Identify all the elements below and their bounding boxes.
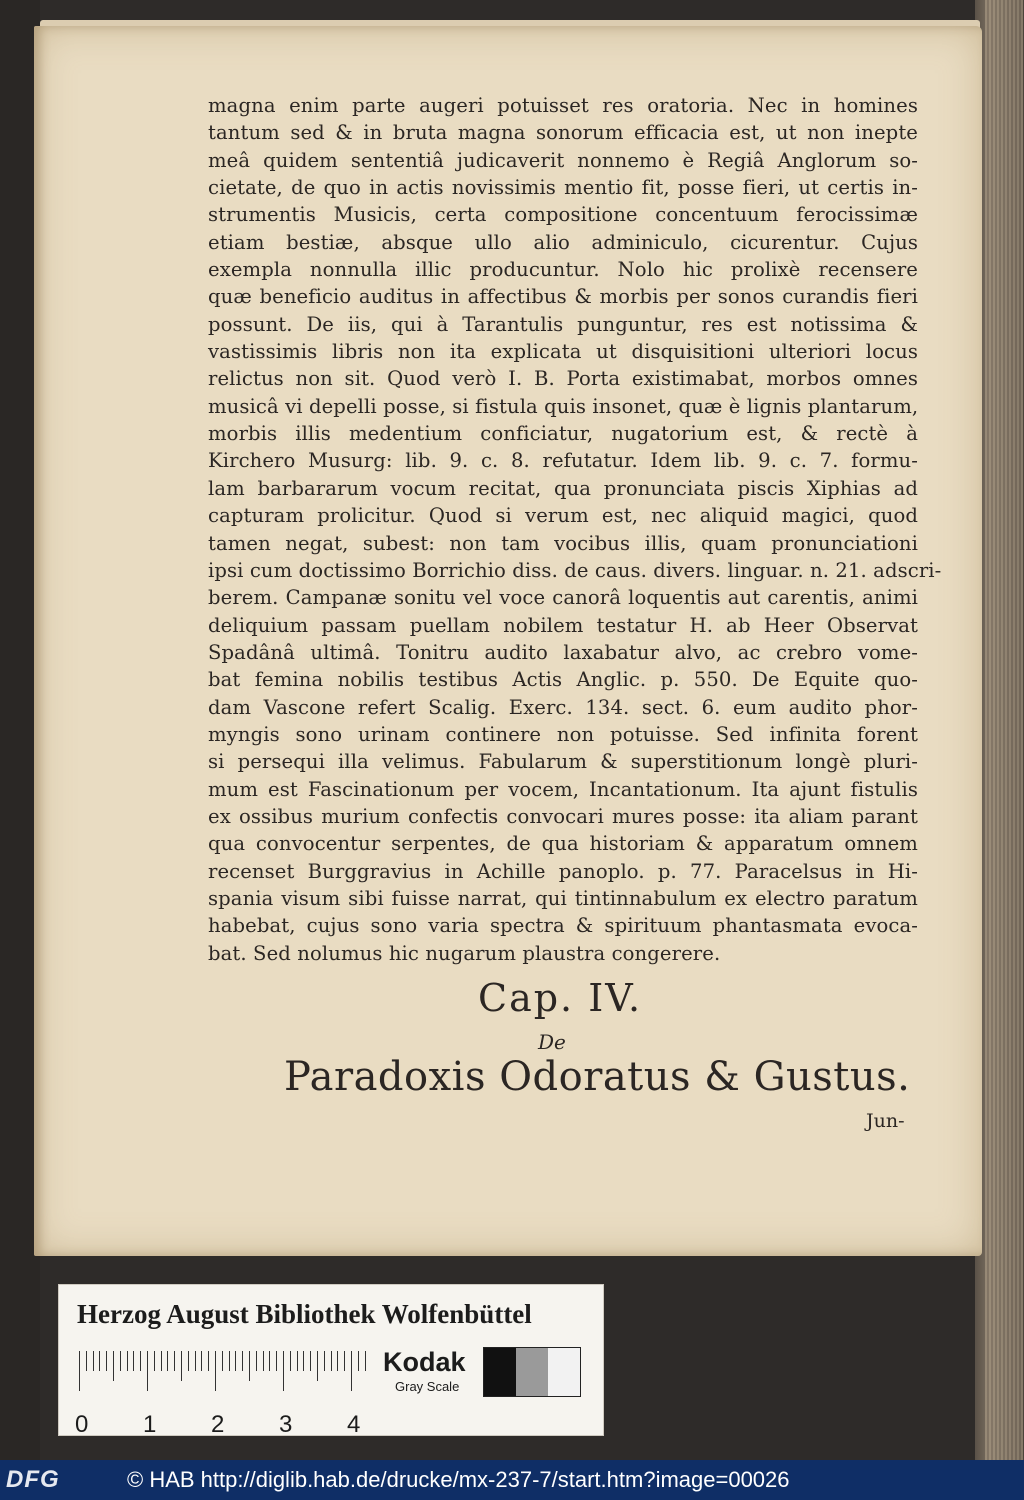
chapter-de: De <box>538 1030 566 1054</box>
ruler-tick <box>358 1351 359 1371</box>
text-line: deliquium passam puellam nobilem testatur H. ab Heer Observat <box>208 613 918 637</box>
measurement-ruler <box>75 1351 369 1438</box>
text-line: bat femina nobilis testibus Actis Anglic. p. 550. De Equite quo- <box>208 668 918 692</box>
footer-bar <box>0 1460 1024 1500</box>
ruler-tick <box>310 1351 311 1371</box>
text-line: tamen negat, subest: non tam vocibus illis, quam pronunciationi <box>208 531 918 555</box>
ruler-number: 0 <box>75 1411 89 1438</box>
ruler-number: 1 <box>143 1411 157 1438</box>
library-label <box>58 1284 604 1436</box>
ruler-tick <box>93 1351 94 1371</box>
text-line: si persequi illa velimus. Fabularum & superstitionum longè pluri- <box>208 750 918 774</box>
copyright-link[interactable]: © HAB http://diglib.hab.de/drucke/mx-237-7/start.htm?image=00026 <box>127 1467 790 1492</box>
text-line: berem. Campanæ sonitu vel voce canorâ loquentis aut carentis, animi <box>208 586 918 610</box>
chapter-heading: Cap. IV. <box>478 976 643 1020</box>
text-line: strumentis Musicis, certa compositione concentuum ferocissimæ <box>208 203 918 227</box>
ruler-tick <box>106 1351 107 1371</box>
text-line: ex ossibus murium confectis convocari mures posse: ita aliam parant <box>208 804 918 828</box>
library-name: Herzog August Bibliothek Wolfenbüttel <box>77 1299 532 1329</box>
ruler-tick <box>99 1351 100 1371</box>
text-line: habebat, cujus sono varia spectra & spirituum phantasmata evoca- <box>208 914 918 938</box>
ruler-tick <box>337 1351 338 1371</box>
gray-swatch <box>548 1348 580 1396</box>
ruler-tick <box>351 1351 352 1391</box>
ruler-tick <box>331 1351 332 1371</box>
ruler-tick <box>201 1351 202 1371</box>
text-line: meâ quidem sententiâ judicaverit nonnemo è Regiâ Anglorum so- <box>208 148 918 172</box>
text-line: Spadânâ ultimâ. Tonitru audito laxabatur alvo, ac crebro vome- <box>208 640 918 664</box>
ruler-tick <box>133 1351 134 1371</box>
kodak-logo: Kodak <box>383 1347 466 1377</box>
ruler-tick <box>140 1351 141 1371</box>
catchword: Jun- <box>866 1110 905 1132</box>
ruler-tick <box>249 1351 250 1381</box>
ruler-tick <box>215 1351 216 1391</box>
ruler-number: 4 <box>347 1411 361 1438</box>
ruler-tick <box>174 1351 175 1371</box>
ruler-tick <box>303 1351 304 1371</box>
ruler-tick <box>127 1351 128 1371</box>
text-line: morbis illis medentium conficiatur, nugatorium est, & rectè à <box>208 422 918 446</box>
text-line: quæ beneficio auditus in affectibus & morbis per sonos curandis fieri <box>208 285 918 309</box>
dfg-logo: DFG <box>6 1466 60 1493</box>
text-line: etiam bestiæ, absque ullo alio adminiculo, cicurentur. Cujus <box>208 230 918 254</box>
ruler-tick <box>154 1351 155 1371</box>
ruler-tick <box>276 1351 277 1371</box>
ruler-tick <box>344 1351 345 1371</box>
page-stack-edge <box>985 0 1023 1460</box>
ruler-tick <box>120 1351 121 1371</box>
text-line: musicâ vi depelli posse, si fistula quis insonet, quæ è lignis plantarum, <box>208 394 919 418</box>
text-line: vastissimis libris non ita explicata ut disquisitioni ulteriori locus <box>208 340 918 364</box>
text-line: mum est Fascinationum per vocem, Incantationum. Ita ajunt fistulis <box>208 777 918 801</box>
gray-scale-caption: Gray Scale <box>395 1379 460 1394</box>
ruler-number: 3 <box>279 1411 293 1438</box>
text-line: myngis sono urinam continere non potuisse. Sed infinita forent <box>208 722 918 746</box>
ruler-tick <box>113 1351 114 1381</box>
text-line: lam barbararum vocum recitat, qua pronunciata piscis Xiphias ad <box>208 476 918 500</box>
body-text <box>208 92 942 967</box>
ruler-tick <box>297 1351 298 1371</box>
text-line: bat. Sed nolumus hic nugarum plaustra congerere. <box>208 941 721 965</box>
ruler-tick <box>365 1351 366 1371</box>
ruler-tick <box>229 1351 230 1371</box>
chapter-subtitle: Paradoxis Odoratus & Gustus. <box>284 1054 911 1100</box>
gray-swatch <box>516 1348 548 1396</box>
ruler-tick <box>147 1351 148 1391</box>
text-line: ipsi cum doctissimo Borrichio diss. de caus. divers. linguar. n. 21. adscri- <box>208 558 942 582</box>
ruler-tick <box>290 1351 291 1371</box>
ruler-tick <box>161 1351 162 1371</box>
text-line: dam Vascone refert Scalig. Exerc. 134. sect. 6. eum audito phor- <box>208 695 918 719</box>
text-line: capturam prolicitur. Quod si verum est, nec aliquid magici, quod <box>208 504 918 528</box>
text-line: magna enim parte augeri potuisset res oratoria. Nec in homines <box>208 94 918 117</box>
ruler-tick <box>208 1351 209 1371</box>
text-line: possunt. De iis, qui à Tarantulis punguntur, res est notissima & <box>208 312 918 336</box>
text-line: tantum sed & in bruta magna sonorum efficacia est, ut non inepte <box>208 121 918 145</box>
ruler-tick <box>79 1351 80 1391</box>
ruler-tick <box>195 1351 196 1371</box>
ruler-number: 2 <box>211 1411 225 1438</box>
ruler-tick <box>86 1351 87 1371</box>
book-edge-right <box>975 0 1024 1460</box>
gray-swatch <box>484 1348 516 1396</box>
ruler-tick <box>269 1351 270 1371</box>
ruler-tick <box>256 1351 257 1371</box>
ruler-tick <box>235 1351 236 1371</box>
ruler-tick <box>188 1351 189 1371</box>
text-line: recenset Burggravius in Achille panoplo. p. 77. Paracelsus in Hi- <box>208 859 918 883</box>
ruler-tick <box>283 1351 284 1391</box>
text-line: qua convocentur serpentes, de qua historiam & apparatum omnem <box>208 832 918 856</box>
ruler-tick <box>324 1351 325 1371</box>
text-line: relictus non sit. Quod verò I. B. Porta existimabat, morbos omnes <box>208 367 918 391</box>
text-line: cietate, de quo in actis novissimis mentio fit, posse fieri, ut certis in- <box>208 176 918 200</box>
ruler-tick <box>242 1351 243 1371</box>
ruler-tick <box>167 1351 168 1371</box>
text-line: Kirchero Musurg: lib. 9. c. 8. refutatur. Idem lib. 9. c. 7. formu- <box>208 449 918 473</box>
ruler-tick <box>222 1351 223 1371</box>
ruler-tick <box>263 1351 264 1371</box>
ruler-tick <box>317 1351 318 1381</box>
gray-scale-swatches <box>483 1347 581 1397</box>
ruler-tick <box>181 1351 182 1381</box>
text-line: spania visum sibi fuisse narrat, qui tintinnabulum ex electro paratum <box>208 886 918 910</box>
text-line: exempla nonnulla illic producuntur. Nolo hic prolixè recensere <box>208 258 918 282</box>
